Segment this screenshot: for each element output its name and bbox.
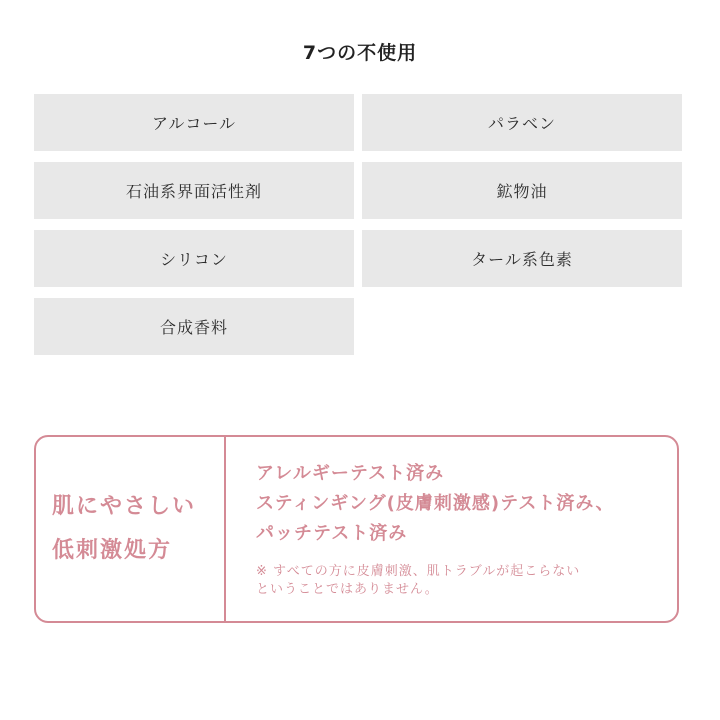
free-from-item-tar-dye: タール系色素 bbox=[362, 230, 682, 287]
free-from-item-petroleum-surfactant: 石油系界面活性剤 bbox=[34, 162, 354, 219]
badge-heading bbox=[36, 437, 226, 621]
free-from-item-alcohol: アルコール bbox=[34, 94, 354, 151]
disclaimer-note bbox=[256, 563, 677, 599]
free-from-item-silicone: シリコン bbox=[34, 230, 354, 287]
disclaimer-line-2: ということではありません。 bbox=[256, 582, 439, 597]
section-title: 7つの不使用 bbox=[302, 42, 418, 64]
badge-heading-line-1: 肌にやさしい bbox=[52, 494, 197, 519]
disclaimer-line-1: ※ すべての方に皮膚刺激、肌トラブルが起こらない bbox=[256, 564, 581, 579]
free-from-item-paraben: パラベン bbox=[362, 94, 682, 151]
free-from-item-synthetic-fragrance: 合成香料 bbox=[34, 298, 354, 355]
claim-stinging-test: スティンギング(皮膚刺激感)テスト済み、 bbox=[256, 493, 615, 514]
free-from-item-mineral-oil: 鉱物油 bbox=[362, 162, 682, 219]
free-from-grid bbox=[34, 94, 682, 355]
badge-heading-line-2: 低刺激処方 bbox=[52, 538, 173, 563]
badge-details bbox=[226, 437, 677, 621]
gentle-formula-badge bbox=[34, 435, 679, 623]
claim-allergy-test: アレルギーテスト済み bbox=[256, 463, 445, 484]
claim-patch-test: パッチテスト済み bbox=[256, 523, 408, 544]
